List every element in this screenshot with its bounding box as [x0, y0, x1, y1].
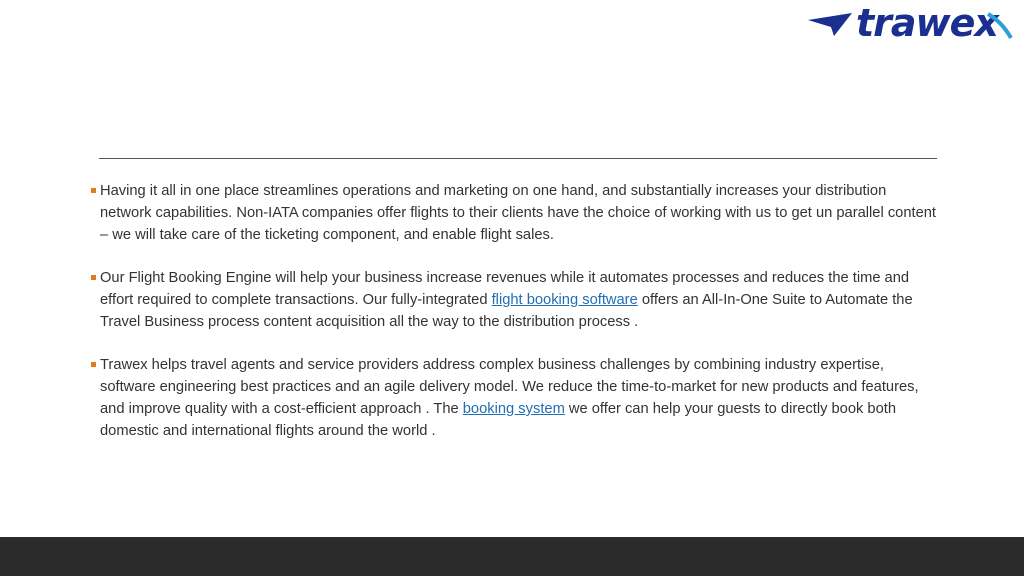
flight-booking-software-link[interactable]: flight booking software	[491, 292, 638, 308]
booking-system-link[interactable]: booking system	[462, 401, 565, 417]
bullet-item-3	[90, 354, 940, 442]
bullet-text-after: we offer can help your guests to directly book both domestic and international flights around the world .	[100, 401, 897, 439]
footer-bar	[0, 537, 1024, 576]
bullet-item-2	[90, 267, 940, 333]
bullet-square-icon	[91, 275, 96, 280]
content-body	[90, 180, 940, 463]
bullet-text-before: Trawex helps travel agents and service providers address complex business challenges by combining industry expertise, software engineering best practices and an agile delivery model. We reduce the time-to-market for new products and features, and improve quality with a cost-efficient approach . The	[100, 357, 919, 417]
logo-text: trawex	[856, 1, 998, 45]
bullet-item-1	[90, 180, 940, 246]
trawex-logo	[806, 0, 1016, 48]
bullet-text: Having it all in one place streamlines operations and marketing on one hand, and substantially increases your distribution network capabilities. Non-IATA companies offer flights to their clients have the choice of working with us to get un parallel content – we will take care of the ticketing component, and enable flight sales.	[100, 183, 936, 243]
plane-arrow-icon	[808, 13, 852, 36]
bullet-text-before: Our Flight Booking Engine will help your business increase revenues while it automates processes and reduces the time and effort required to complete transactions. Our fully-integrated	[100, 270, 910, 308]
trawex-logo-graphic	[806, 0, 1016, 48]
bullet-square-icon	[91, 188, 96, 193]
header-divider	[99, 158, 937, 159]
bullet-square-icon	[91, 362, 96, 367]
bullet-text-after: offers an All-In-One Suite to Automate the Travel Business process content acquisition all the way to the distribution process .	[100, 292, 913, 330]
